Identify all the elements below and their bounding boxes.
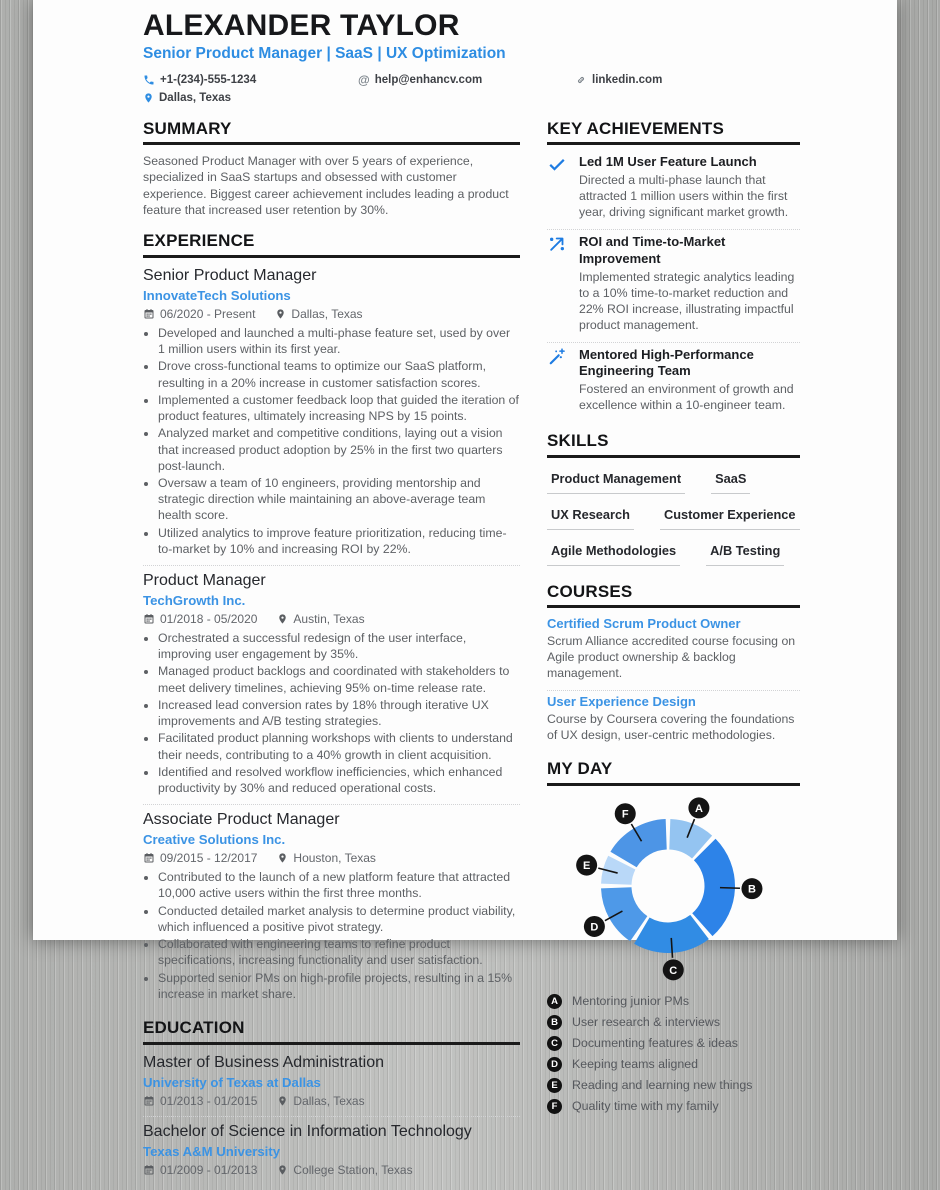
skill-tag: Customer Experience — [660, 507, 800, 530]
achievement-item — [547, 153, 800, 221]
legend-label: Quality time with my family — [572, 1099, 719, 1114]
email-value[interactable]: help@enhancv.com — [374, 73, 483, 86]
svg-text:E: E — [582, 859, 591, 872]
my-day-section — [547, 759, 800, 1114]
company-name: TechGrowth Inc. — [143, 593, 246, 609]
legend-row — [547, 1057, 800, 1072]
right-column — [547, 119, 800, 1190]
svg-text:C: C — [669, 964, 678, 977]
education-entry — [143, 1053, 520, 1117]
legend-label: User research & interviews — [572, 1015, 721, 1030]
summary-heading: SUMMARY — [143, 119, 520, 146]
svg-text:D: D — [590, 921, 599, 934]
linkedin-value[interactable]: linkedin.com — [592, 73, 663, 86]
skills-list — [547, 466, 800, 566]
course-text: Scrum Alliance accredited course focusing on Agile product ownership & backlog management. — [547, 634, 796, 681]
pin-icon — [143, 92, 154, 104]
school-name: University of Texas at Dallas — [143, 1074, 321, 1090]
achievement-item — [547, 346, 800, 414]
divider — [547, 229, 800, 230]
legend-row — [547, 1015, 800, 1030]
education-dates: 01/2009 - 01/2013 — [143, 1163, 257, 1177]
education-entry — [143, 1122, 520, 1177]
bullet: • Facilitated product planning workshops with clients to understand their needs, contributing to a 40% growth in client acquisition. — [158, 730, 520, 762]
legend-key-badge: E — [547, 1078, 562, 1093]
left-column — [143, 119, 520, 1190]
legend-key-badge: C — [547, 1036, 562, 1051]
bullet: • Drove cross-functional teams to optimize our SaaS platform, resulting in a 20% increase in customer satisfaction scores. — [158, 358, 520, 390]
svg-text:F: F — [621, 808, 629, 821]
skill-tag: A/B Testing — [706, 543, 784, 566]
bullet: • Implemented a customer feedback loop that guided the iteration of product features, ultimately increasing NPS by 15 points. — [158, 392, 520, 424]
skill-tag: SaaS — [711, 471, 750, 494]
experience-entry — [143, 810, 520, 1002]
summary-text: Seasoned Product Manager with over 5 years of experience, specialized in SaaS startups and obsessed with customer experience. Biggest career achievement includes leading a product feature that increased user retention by 30%. — [143, 154, 509, 218]
pin-icon — [277, 1164, 288, 1176]
pin-icon — [275, 308, 286, 320]
calendar-icon — [143, 1164, 155, 1176]
achievements-section — [547, 119, 800, 415]
education-heading: EDUCATION — [143, 1018, 520, 1045]
education-dates: 01/2013 - 01/2015 — [143, 1094, 257, 1108]
phone-contact — [143, 74, 358, 86]
contact-row — [143, 73, 800, 87]
degree-title: Master of Business Administration — [143, 1053, 384, 1071]
company-name: InnovateTech Solutions — [143, 287, 291, 303]
resume-page — [33, 0, 897, 1177]
achievement-text: Implemented strategic analytics leading to a 10% time-to-market reduction and 22% ROI increase, illustrating impactful product management. — [579, 269, 795, 332]
education-location: Dallas, Texas — [277, 1094, 364, 1108]
bullet: • Oversaw a team of 10 engineers, providing mentorship and strategic direction while maintaining an above-average team health score. — [158, 475, 520, 524]
bullet: • Utilized analytics to improve feature prioritization, reducing time-to-market by 10% and increasing ROI by 22%. — [158, 525, 520, 557]
bullet: • Orchestrated a successful redesign of the user interface, improving user engagement by 35%. — [158, 630, 520, 662]
pin-icon — [277, 852, 288, 864]
skill-tag: Agile Methodologies — [547, 543, 680, 566]
check-icon — [547, 154, 567, 174]
summary-section — [143, 119, 520, 219]
job-bullets — [143, 325, 520, 557]
pin-icon — [277, 1095, 288, 1107]
bullet: • Identified and resolved workflow inefficiencies, which enhanced productivity by 30% and reduced operational costs. — [158, 764, 520, 796]
bullet: • Supported senior PMs on high-profile projects, resulting in a 15% increase in market share. — [158, 970, 520, 1002]
skill-tag: Product Management — [547, 471, 685, 494]
achievement-item — [547, 233, 800, 333]
experience-entry — [143, 266, 520, 566]
course-title: User Experience Design — [547, 694, 696, 710]
divider — [143, 804, 520, 805]
bullet: • Conducted detailed market analysis to determine product viability, which influenced a positive pivot strategy. — [158, 903, 520, 935]
education-section — [143, 1018, 520, 1177]
bullet: • Collaborated with engineering teams to refine product specifications, increasing functionality and user satisfaction. — [158, 936, 520, 968]
bullet: • Managed product backlogs and coordinated with stakeholders to meet delivery timelines, achieving 95% on-time release rate. — [158, 663, 520, 695]
candidate-title: Senior Product Manager | SaaS | UX Optimization — [143, 44, 506, 62]
legend-key-badge: B — [547, 1015, 562, 1030]
legend-row — [547, 994, 800, 1009]
donut-slice-f — [610, 819, 666, 867]
achievement-text: Directed a multi-phase launch that attracted 1 million users within the first year, driving significant market growth. — [579, 173, 789, 220]
legend-key-badge: D — [547, 1057, 562, 1072]
my-day-chart — [547, 794, 800, 984]
svg-text:B: B — [747, 883, 756, 896]
legend-label: Reading and learning new things — [572, 1078, 753, 1093]
location-value: Dallas, Texas — [159, 91, 232, 104]
courses-section — [547, 582, 800, 744]
contact-row-2 — [143, 92, 800, 104]
legend-key-badge: F — [547, 1099, 562, 1114]
job-dates: 06/2020 - Present — [143, 307, 255, 321]
job-dates: 09/2015 - 12/2017 — [143, 851, 257, 865]
pin-icon — [277, 613, 288, 625]
phone-value: +1-(234)-555-1234 — [160, 73, 257, 86]
my-day-heading: MY DAY — [547, 759, 800, 786]
job-bullets — [143, 630, 520, 796]
skills-heading: SKILLS — [547, 431, 800, 458]
legend-label: Mentoring junior PMs — [572, 994, 690, 1009]
legend-label: Documenting features & ideas — [572, 1036, 738, 1051]
legend-row — [547, 1078, 800, 1093]
calendar-icon — [143, 308, 155, 320]
course-title: Certified Scrum Product Owner — [547, 616, 741, 632]
bullet: • Contributed to the launch of a new platform feature that attracted 10,000 active users within the first three months. — [158, 869, 520, 901]
degree-title: Bachelor of Science in Information Technology — [143, 1122, 472, 1140]
job-title: Product Manager — [143, 572, 266, 590]
my-day-legend — [547, 994, 800, 1114]
calendar-icon — [143, 852, 155, 864]
resume-header — [143, 10, 800, 104]
candidate-name: ALEXANDER TAYLOR — [143, 9, 460, 42]
bullet: • Increased lead conversion rates by 18% through iterative UX improvements and A/B testing strategies. — [158, 697, 520, 729]
location-contact — [143, 92, 231, 104]
divider — [547, 342, 800, 343]
job-location: Austin, Texas — [277, 612, 364, 626]
education-location: College Station, Texas — [277, 1163, 412, 1177]
link-icon — [575, 74, 587, 86]
magic-wand-icon — [547, 347, 567, 367]
legend-row — [547, 1036, 800, 1051]
legend-key-badge: A — [547, 994, 562, 1009]
email-contact[interactable] — [358, 73, 575, 87]
experience-entry — [143, 571, 520, 805]
course-item — [547, 694, 800, 744]
skills-section — [547, 431, 800, 566]
bullet: • Analyzed market and competitive conditions, laying out a vision that increased product adoption by 25% in the first two quarters post-launch. — [158, 425, 520, 474]
job-title: Associate Product Manager — [143, 811, 340, 829]
phone-icon — [143, 74, 155, 86]
achievement-title: Led 1M User Feature Launch — [579, 154, 757, 170]
legend-row — [547, 1099, 800, 1114]
achievement-text: Fostered an environment of growth and excellence within a 10-engineer team. — [579, 382, 794, 413]
calendar-icon — [143, 613, 155, 625]
divider — [547, 690, 800, 691]
job-bullets — [143, 869, 520, 1002]
school-name: Texas A&M University — [143, 1143, 281, 1159]
job-location: Houston, Texas — [277, 851, 376, 865]
achievement-title: Mentored High-Performance Engineering Team — [579, 346, 754, 378]
my-day-donut — [547, 794, 800, 984]
calendar-icon — [143, 1095, 155, 1107]
skill-tag: UX Research — [547, 507, 634, 530]
job-location: Dallas, Texas — [275, 307, 362, 321]
divider — [143, 1116, 520, 1117]
experience-heading: EXPERIENCE — [143, 231, 520, 258]
courses-heading: COURSES — [547, 582, 800, 609]
bullet: • Developed and launched a multi-phase feature set, used by over 1 million users within its first year. — [158, 325, 520, 357]
job-dates: 01/2018 - 05/2020 — [143, 612, 257, 626]
svg-text:A: A — [694, 802, 703, 815]
achievement-title: ROI and Time-to-Market Improvement — [579, 234, 726, 266]
experience-section — [143, 231, 520, 1002]
course-text: Course by Coursera covering the foundations of UX design, user-centric methodologies. — [547, 712, 795, 743]
linkedin-contact[interactable] — [575, 74, 662, 86]
company-name: Creative Solutions Inc. — [143, 832, 286, 848]
legend-label: Keeping teams aligned — [572, 1057, 699, 1072]
job-title: Senior Product Manager — [143, 266, 317, 284]
divider — [143, 565, 520, 566]
at-icon: @ — [358, 72, 370, 87]
course-item — [547, 616, 800, 691]
trending-arrow-icon — [547, 234, 567, 254]
achievements-heading: KEY ACHIEVEMENTS — [547, 119, 800, 146]
